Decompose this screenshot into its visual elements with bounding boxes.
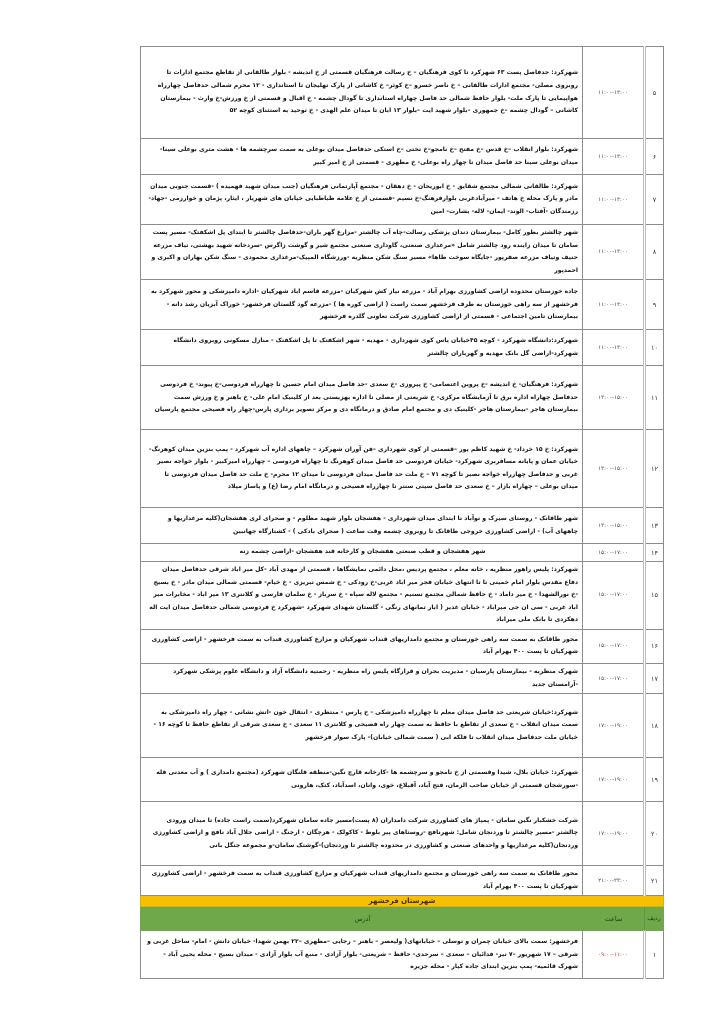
table-row <box>141 508 664 544</box>
row-number: ۵ <box>645 47 664 139</box>
table-row <box>141 330 664 366</box>
table-row <box>141 561 664 629</box>
row-number: ۱۶ <box>645 629 664 663</box>
address-cell: شهر طاقانک - روستای سیرک و نوآباد تا ابتدای میدان شهرداری - هفشجان بلوار شهید مظلوم - و صحرای لری هفشجان(کلیه مرغداریها و چاههای آب) - اراضی کشاورزی خروجی طاقانک تا روبروی چشمه وقت ساعت ( صحرای بادکی ) - کشتارگاه جهانبین <box>141 508 583 544</box>
time-range: ۰۹:۰۰-۱۱:۰۰ <box>583 931 645 979</box>
table-row <box>141 430 664 508</box>
row-number: ۲۱ <box>645 866 664 896</box>
row-number: ۸ <box>645 225 664 280</box>
table-row <box>141 663 664 693</box>
row-number: ۱۴ <box>645 544 664 562</box>
address-cell: شهر چالشتر بطور کامل- بیمارستان دندان پزشکی رسالت-چاه آب چالشتر -مزارع گهر باران-حدفاصل چالشتر تا ابتدای پل اشکفتک- مسیر پست سامان تا میدان زاینده رود چالشتر شامل «مرغداری صنعتی، گاوداری صنعتی مجتمع شیر و گوشت زاگرس -سردخانه شهید بهشتی، تیاف مزرعه حنیف وتیاف مزرعه صفرپور -جایگاه سوخت طاها» مسیر سنگ شکن منظریه -ورزشگاه المپیک-مرغداری محمودی - سنگ شکن بهاران و اکبری و احمدپور <box>141 225 583 280</box>
outage-schedule-table <box>140 46 664 979</box>
header-row-number: ردیف <box>645 907 664 931</box>
address-cell: شهرکرد: فرهنگیان- خ اندیشه -خ پروین اعتصامی- خ پیروزی -خ سعدی -حد فاصل میدان امام حسین تا چهارراه فردوسی-خ پیوند- خ فردوسی حدفاصل چهاراه اداره برق تا آزمایشگاه مرکزی- خ شریعتی از مصلی تا اداره بهزیستی بعد از کلینیک امام علی- خ باهنر و خ ورزش سمت بیمارستان هاجر -بیمارستان هاجر -کلینیک دی و مجتمع امام صادق و درمانگاه دی و مرکز تصویر برداری پارس-چهار راه فصیحی مجتمع پارسیان <box>141 366 583 430</box>
row-number: ۶ <box>645 139 664 175</box>
time-range: ۱۷:۰۰-۱۹:۰۰ <box>583 694 645 758</box>
table-row <box>141 931 664 979</box>
time-range: ۱۱:۰۰-۱۳:۰۰ <box>583 47 645 139</box>
county-title: شهرستان فرخشهر <box>141 896 664 907</box>
table-row <box>141 47 664 139</box>
address-cell: شهرکرد:خیابان شریعتی حد فاصل میدان معلم تا چهارراه دامپزشکی - خ پارس - منتظری - انتقال خون -اتش نشانی - چهار راه دامپزشکی به سمت میدان انقلاب - خ سعدی از تقاطع با حافظ به سمت چهار راه فصیحی و کلانتری ۱۱ سعدی - خ سعدی شرقی از تقاطع حافظ تا کوچه ۱۶ - خیابان ملت حدفاصل میدان انقلاب تا فلکه ابی ( سمت شمالی خیابان)- پارک سوار فرخشهر <box>141 694 583 758</box>
address-cell: شهرکرد: خ ۱۵ خرداد- خ شهید کاظم پور –قسمتی از کوی شهرداری –فن آوران شهرکرد – چاههای اداره آب شهرکرد - پمپ بنزین میدان کوهرنگ-خیابان عمان و پایانه مسافربری شهرکرد- خیابان فردوسی حد فاصل میدان کوهرنگ تا چهاراه فردوسی – چهارراه امیرکبیر - بلوار خواجه نصیر غربی و حدفاصل چهارراه خواجه نصیر تا کوچه ۷۱ – خ ملت حد فاصل میدان فردوسی تا میدان ۱۲ محرم- خ ملت حد فاصل میدان فردوسی تا میدان بوعلی – چهاراه بازار – خ سعدی حد فاصل سیتی سنتر تا چهارراه فصیحی و درمانگاه امام رضا (ع) و پاساژ میلاد <box>141 430 583 508</box>
column-header-row <box>141 907 664 931</box>
row-number: ۱۵ <box>645 561 664 629</box>
address-cell: شهر هفشجان و قطب صنعتی هفشجان و کارخانه قند هفشجان -اراضی چشمه زنه <box>141 544 583 562</box>
table-row <box>141 802 664 866</box>
row-number: ۱۹ <box>645 758 664 802</box>
address-cell: محور طاقانک به سمت سه راهی خوزستان و مجتمع دامداریهای قنداب شهرکیان و مزارع کشاورزی قنداب به سمت فرخشهر - اراضی کشاورزی شهرکیان تا پست ۴۰۰ بهرام آباد <box>141 866 583 896</box>
time-range: ۱۳:۰۰-۱۵:۰۰ <box>583 366 645 430</box>
row-number: ۲۰ <box>645 802 664 866</box>
table-row <box>141 225 664 280</box>
time-range: ۱۱:۰۰-۱۳:۰۰ <box>583 139 645 175</box>
table-row <box>141 758 664 802</box>
time-range: ۱۷:۰۰-۱۹:۰۰ <box>583 758 645 802</box>
county-section-band <box>141 896 664 907</box>
row-number: ۹ <box>645 280 664 330</box>
table-row <box>141 280 664 330</box>
address-cell: شهرک منظریه - بیمارستان پارسیان - مدیریت بحران و قرارگاه پلیس راه منظریه - رحمتیه دانشگاه آزاد و دانشگاه علوم پزشکی شهرکرد -آرامستان جدید <box>141 663 583 693</box>
time-range: ۱۱:۰۰-۱۳:۰۰ <box>583 330 645 366</box>
address-cell: شهرکرد:دانشگاه شهرکرد - کوچه ۴۵خیابان یاس کوی شهرداری - مهدیه - شهر اشکفتک تا پل اشکفتک - منازل مسکونی روبروی دانشگاه شهرکرد-اراضی گل بانک مهدیه و گهرباران چالشتر <box>141 330 583 366</box>
time-range: ۱۱:۰۰-۱۳:۰۰ <box>583 175 645 225</box>
table-row <box>141 694 664 758</box>
address-cell: شهرکرد: پلیس راهور منظریه ، خانه معلم ، مجتمع پردیس ،محل دائمی نمایشگاها ، قسمتی از مهدی آباد -کل میر اباد شرقی حدفاصل میدان دفاع مقدس بلوار امام خمینی تا تا انتهای خیابان فجر میر اباد غربی-خ رودکی - خ شمس تبریزی - خ خیام- قسمتی شمالی میدان مادر - خ بسیج -خ نورالشهدا - خ میر داماد - خ حافظ شمالی مجتمع تسنیم - مجتمع لاله سپاه - خ سرباز - خ سلمان فارسی و کلانتری ۱۳ میر اباد - مخابرات میر اباد غربی - سی ان جی میراباد - خیابان غدیر ( ابار تمانهای رنگی - گلستان شهدای شهرکرد -شهرکرد خ فردوسی شمالی حدفاصل میدان ایت اله دهکردی تا بانک ملی میراباد <box>141 561 583 629</box>
address-cell: شهرکرد: خیابان بلال، شیدا وقسمتی از خ نامجو و سرچشمه ها -کارخانه قارچ نگین-منطقه قلنگان شهرکرد (مجتمع دامداری ) و آب معدنی قله -سورشجان قسمتی از خیابان صاحب الزمان، فتح آباد، آقبلاغ، خوی، وانان، اسدآباد، کتک، هارونی <box>141 758 583 802</box>
address-cell: شرکت خشکبار نگین سامان - پمپاژ های کشاورزی شرکت دامداران (۸ پست)مسیر جاده سامان شهرکرد(سمت راست جاده) تا میدان ورودی چالشتر -مسیر چالشتر تا وردنجان شامل: شهرنافچ -روستاهای پیر بلوط - کاکولک - هرچگان - ارجنگ - اراضی جلال آباد نافچ و اراضی کشاورزی وردنجان(کلیه مرغداریها و واحدهای صنعتی و کشاورزی در محدوده چالشتر تا وردنجان)-گوشتک سامان-و مجموعه جنگل بانی <box>141 802 583 866</box>
table-row <box>141 175 664 225</box>
table-row <box>141 866 664 896</box>
time-range: ۱۷:۰۰-۱۹:۰۰ <box>583 802 645 866</box>
time-range: ۱۵:۰۰-۱۷:۰۰ <box>583 663 645 693</box>
outage-schedule-page <box>140 46 664 979</box>
row-number: ۱۸ <box>645 694 664 758</box>
table-row <box>141 629 664 663</box>
row-number: ۷ <box>645 175 664 225</box>
header-time: ساعت <box>583 907 645 931</box>
address-cell: محور طاقانک به سمت سه راهی خوزستان و مجتمع دامداریهای قنداب شهرکیان و مزارع کشاورزی قنداب به سمت فرخشهر - اراضی کشاورزی شهرکیان تا پست ۴۰۰ بهرام آباد <box>141 629 583 663</box>
time-range: ۱۵:۰۰-۱۷:۰۰ <box>583 629 645 663</box>
table-row <box>141 544 664 562</box>
address-cell: شهرکرد: حدفاصل پست ۶۳ شهرکرد تا کوی فرهنگیان – خ رسالت فرهنگیان قسمتی از خ اندیشه - بلوار طالقانی از تقاطع مجتمع ادارات تا روبروی مصلی- مجتمع ادارات طالقانی – خ ناصر خسرو –خ کوثر– خ کاشانی از پارک تهلیجان تا استانداری - ۱۲ محرم شمالی حدفاصل چهارراه هواپیمایی تا پارک ملت- بلوار حافظ شمالی حد فاصل چهاراه استانداری تا گودال چشمه - خ اقبال و قسمتی از خ ورزش-خ وارث - بیمارستان کاشانی – گودال چشمه –خ جمهوری –بلوار شهید ایت –بلوار ۱۳ ابان تا میدان علم الهدی - خ توحید به استثنای کوچه ۵۲ <box>141 47 583 139</box>
row-number: ۱۱ <box>645 366 664 430</box>
time-range: ۱۵:۰۰-۱۷:۰۰ <box>583 544 645 562</box>
row-number: ۱۳ <box>645 508 664 544</box>
address-cell: جاده خوزستان محدوده اراضی کشاورزی بهرام آباد - مزرعه نیاز کش شهرکیان -مزرعه قاسم اباد شهرکیان -اداره دامپزشکی و محور شهرکرد به فرخشهر از سه راهی خوزستان به طرف فرخشهر سمت راست ( اراضی کوره ها ) -مزرعه گود گلستان فرخشهر- خوراک آبزیان رشد دانه - بیمارستان تامین اجتماعی - قسمتی از اراضی کشاورزی شرکت تعاونی گلدره فرخشهر <box>141 280 583 330</box>
address-cell: شهرکرد: بلوار انقلاب –خ قدس –خ مفتح –خ نامجو–خ تختی –خ استکی حدفاصل میدان بوعلی به سمت سرچشمه ها - هشت متری بوعلی سینا- میدان بوعلی سینا حد فاصل میدان تا چهار راه بوعلی- خ مطهری - قسمتی از خ امیر کبیر <box>141 139 583 175</box>
address-cell: شهرکرد: طالقانی شمالی مجتمع شقایق - خ ابوریحان - خ دهقان - مجتمع آپارتمانی فرهنگیان (جنب میدان شهید فهمیده ) -قسمت جنوبی میدان مادر و پارک محله خ هاتف - میرآبادغربی بلوارفرهنگ-خ نسیم -قسمتی از خ علامه طباطبایی خیابان های شهریار ، ایثار، پژمان و خوارزمی -جهاد- رزمندگان -آفتاب- الوند- ایمان- لاله- بشارت- امین <box>141 175 583 225</box>
header-address: آدرس <box>141 907 583 931</box>
table-row <box>141 139 664 175</box>
time-range: ۱۵:۰۰-۱۷:۰۰ <box>583 561 645 629</box>
time-range: ۱۱:۰۰-۱۳:۰۰ <box>583 225 645 280</box>
address-cell: فرخشهر: سمت بالای خیابان چمران و توسلی – خیابانهای( ولیعصر – باهنر – رجایی –مطهری –۲۲ بهمن شهدا- خیابان دانش - امام- ساحل غربی و شرقی – ۱۷ شهریور –۷ تیر- فدائیان – سعدی – سرحدی- حافظ – شریعتی- بلوار آزادی - منبع آب بلوار آزادی - میدان بسیج - محله یحیی آباد - شهرک قائمیه- پمپ بنزین ابتدای جاده کیار - محله جزیره <box>141 931 583 979</box>
row-number: ۱۷ <box>645 663 664 693</box>
table-row <box>141 366 664 430</box>
time-range: ۲۱:۰۰-۲۳:۰۰ <box>583 866 645 896</box>
row-number: ۱ <box>645 931 664 979</box>
time-range: ۱۳:۰۰-۱۵:۰۰ <box>583 508 645 544</box>
row-number: ۱۰ <box>645 330 664 366</box>
time-range: ۱۳:۰۰-۱۵:۰۰ <box>583 430 645 508</box>
time-range: ۱۱:۰۰-۱۳:۰۰ <box>583 280 645 330</box>
row-number: ۱۲ <box>645 430 664 508</box>
